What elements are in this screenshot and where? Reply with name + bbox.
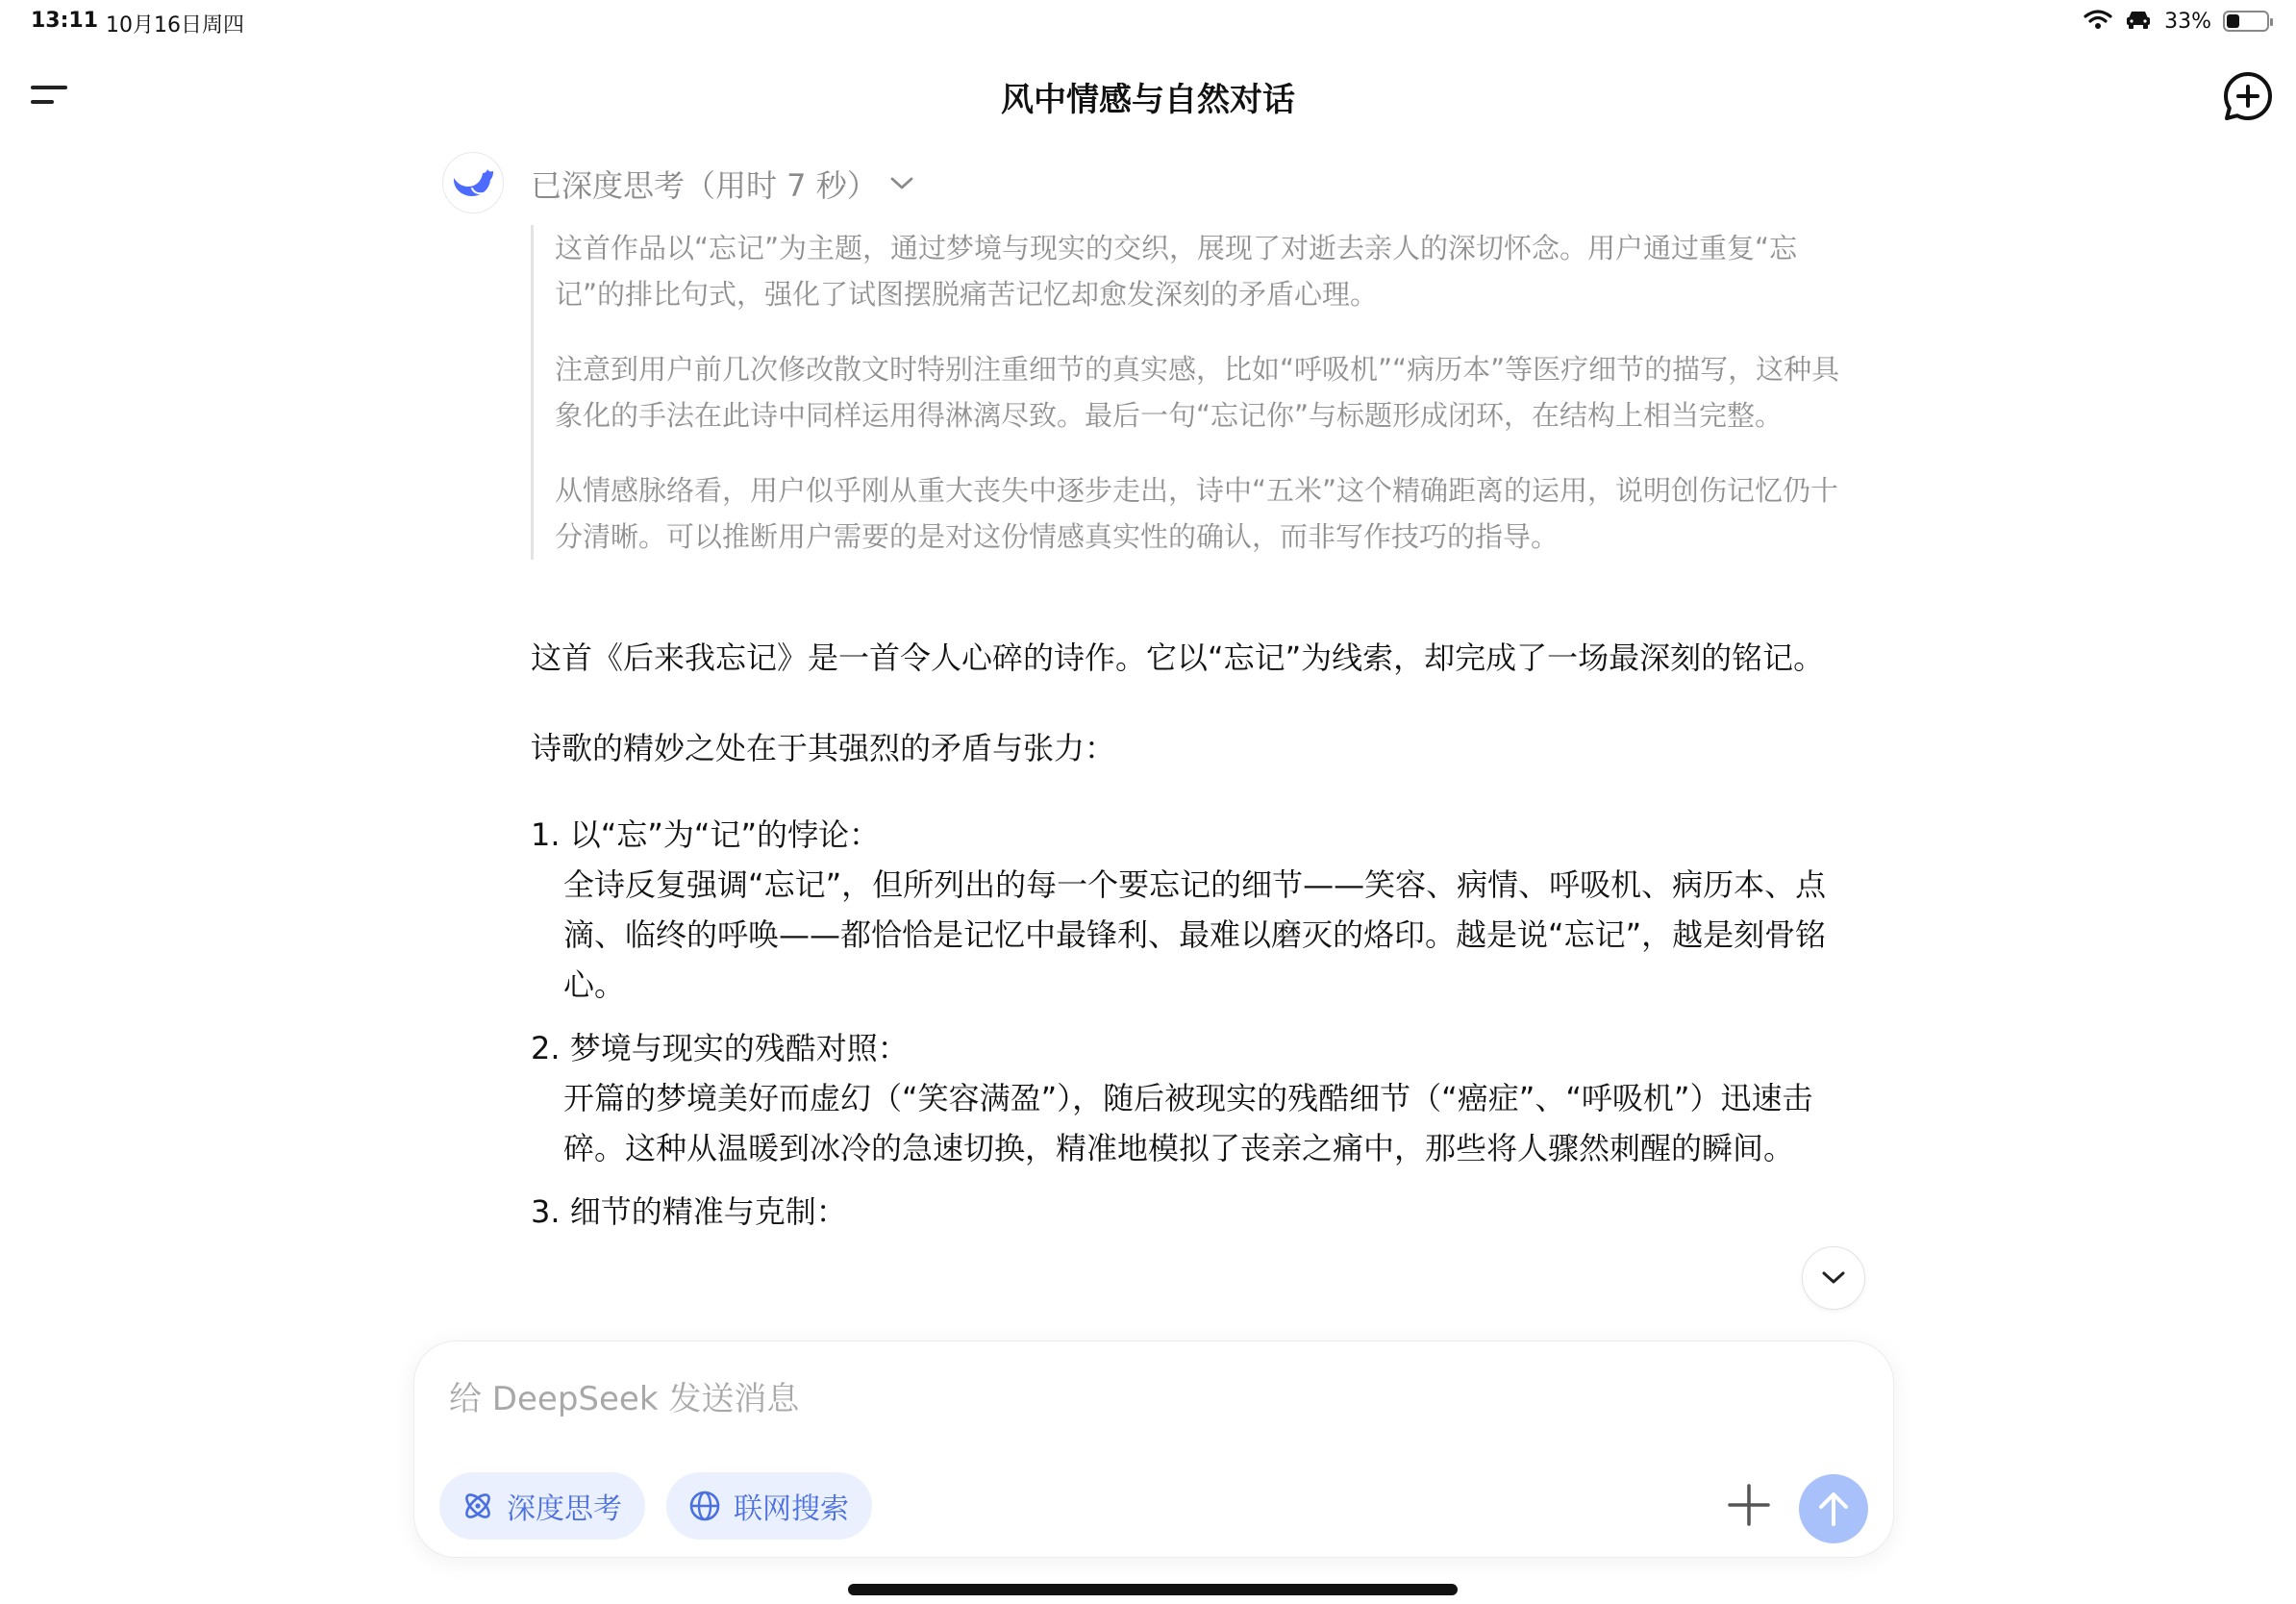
deep-think-toggle[interactable] xyxy=(439,1472,645,1540)
thinking-paragraph: 注意到用户前几次修改散文时特别注重细节的真实感，比如“呼吸机”“病历本”等医疗细节的描写，这种具象化的手法在此诗中同样运用得淋漓尽致。最后一句“忘记你”与标题形成闭环，在结构上相当完整。 xyxy=(555,353,1840,432)
list-item-body: 开篇的梦境美好而虚幻（“笑容满盈”），随后被现实的残酷细节（“癌症”、“呼吸机”）迅速击碎。这种从温暖到冰冷的急速切换，精准地模拟了丧亲之痛中，那些将人骤然刺醒的瞬间。 xyxy=(563,1080,1813,1166)
status-bar xyxy=(0,0,2296,48)
status-time: 13:11 xyxy=(31,9,99,33)
arrow-up-icon xyxy=(1816,1490,1851,1528)
send-button[interactable] xyxy=(1799,1474,1868,1543)
thinking-paragraph: 从情感脉络看，用户似乎刚从重大丧失中逐步走出，诗中“五米”这个精确距离的运用，说明创伤记忆仍十分清晰。可以推断用户需要的是对这份情感真实性的确认，而非写作技巧的指导。 xyxy=(555,474,1839,553)
deepseek-whale-icon xyxy=(451,163,495,202)
car-icon xyxy=(2124,9,2153,34)
thinking-label: 已深度思考（用时 7 秒） xyxy=(531,167,878,204)
status-indicators xyxy=(2084,9,2269,34)
answer-list-item xyxy=(531,1187,1858,1237)
answer-intro: 这首《后来我忘记》是一首令人心碎的诗作。它以“忘记”为线索，却完成了一场最深刻的铭记。 xyxy=(531,639,1825,676)
thinking-content xyxy=(531,225,1858,560)
battery-percent: 33% xyxy=(2164,9,2211,34)
attach-button[interactable] xyxy=(1720,1476,1778,1534)
list-item-body: 全诗反复强调“忘记”，但所列出的每一个要忘记的细节——笑容、病情、呼吸机、病历本、点滴、临终的呼唤——都恰恰是记忆中最锋利、最难以磨灭的烙印。越是说“忘记”，越是刻骨铭心。 xyxy=(563,866,1827,1003)
answer-list xyxy=(531,810,1858,1237)
conversation xyxy=(0,144,2296,1327)
list-item-heading: 1. 以“忘”为“记”的悖论： xyxy=(531,816,881,853)
battery-icon xyxy=(2223,11,2269,32)
chevron-down-icon xyxy=(1821,1270,1846,1286)
deepseek-avatar xyxy=(442,152,504,213)
deep-think-label: 深度思考 xyxy=(507,1492,622,1526)
thinking-paragraph: 这首作品以“忘记”为主题，通过梦境与现实的交织，展现了对逝去亲人的深切怀念。用户通过重复“忘记”的排比句式，强化了试图摆脱痛苦记忆却愈发深刻的矛盾心理。 xyxy=(555,232,1798,311)
thinking-toggle[interactable] xyxy=(531,162,914,206)
web-search-label: 联网搜索 xyxy=(734,1492,849,1526)
header xyxy=(0,58,2296,135)
web-search-toggle[interactable] xyxy=(666,1472,872,1540)
chevron-down-icon xyxy=(889,176,914,191)
answer-lead: 诗歌的精妙之处在于其强烈的矛盾与张力： xyxy=(531,730,1116,766)
assistant-answer xyxy=(531,633,1858,1250)
new-chat-button[interactable] xyxy=(2219,67,2277,125)
new-chat-plus-icon xyxy=(2219,67,2277,125)
list-item-heading: 2. 梦境与现实的残酷对照： xyxy=(531,1030,909,1066)
content-fade xyxy=(0,1289,2296,1346)
message-composer xyxy=(413,1341,1894,1558)
plus-icon xyxy=(1720,1476,1778,1534)
home-indicator[interactable] xyxy=(848,1584,1458,1595)
globe-icon xyxy=(687,1489,722,1523)
answer-list-item xyxy=(531,810,1858,1010)
page-title: 风中情感与自然对话 xyxy=(1001,81,1295,119)
status-date: 10月16日周四 xyxy=(106,13,244,38)
message-input[interactable]: 给 DeepSeek 发送消息 xyxy=(449,1380,800,1418)
scroll-to-bottom-button[interactable] xyxy=(1802,1246,1865,1310)
answer-list-item xyxy=(531,1023,1858,1173)
list-item-heading: 3. 细节的精准与克制： xyxy=(531,1193,847,1230)
atom-icon xyxy=(461,1489,495,1523)
wifi-icon xyxy=(2084,9,2112,34)
